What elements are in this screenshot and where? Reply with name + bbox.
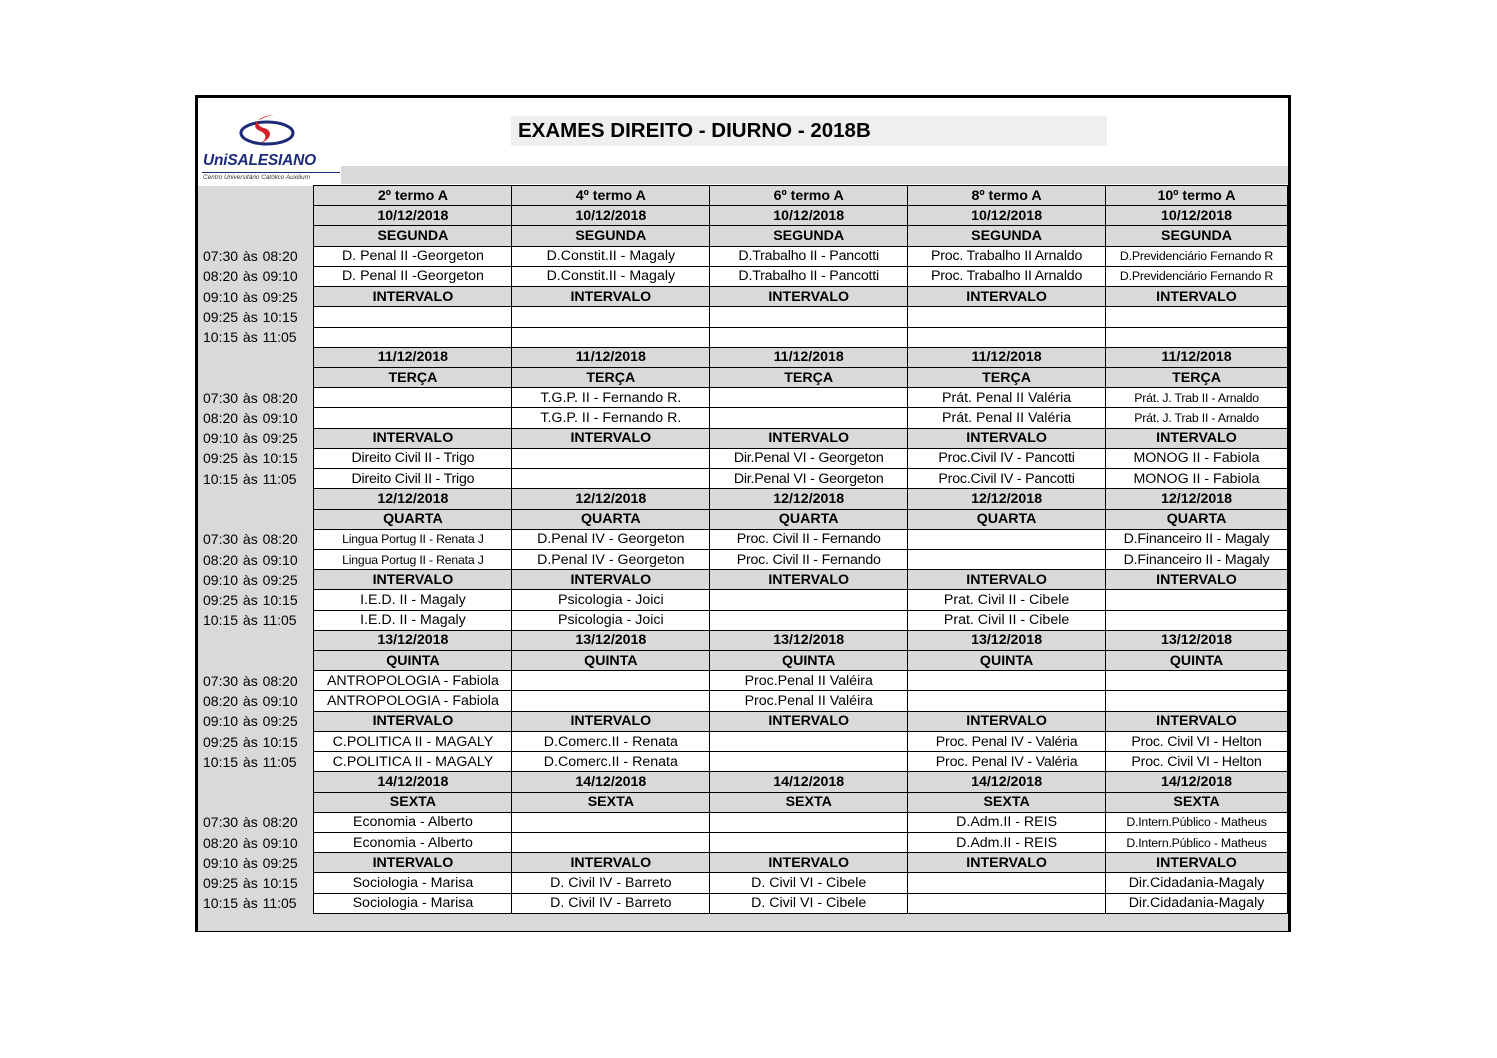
weekday-row [198,651,1288,671]
time-cell: 07:30 às 08:20 [198,388,314,408]
time-cell: 10:15 às 11:05 [198,610,314,630]
exam-cell: Direito Civil II - Trigo [314,448,512,468]
exam-schedule-sheet [195,95,1291,932]
weekday-cell: TERÇA [1106,367,1288,387]
exam-cell [908,307,1106,327]
time-spacer [198,630,314,650]
footer-cell [908,913,1106,931]
exam-cell: MONOG II - Fabiola [1106,469,1288,489]
interval-row [198,853,1288,873]
exam-cell [710,408,908,428]
weekday-cell: SEXTA [908,792,1106,812]
interval-row [198,287,1288,307]
exam-cell [512,448,710,468]
exam-cell [314,408,512,428]
time-spacer [198,651,314,671]
slot-row [198,812,1288,832]
interval-cell: INTERVALO [1106,428,1288,448]
weekday-cell: SEGUNDA [710,226,908,246]
interval-cell: INTERVALO [1106,853,1288,873]
interval-cell: INTERVALO [1106,287,1288,307]
exam-cell: C.POLITICA II - MAGALY [314,752,512,772]
header-strip [341,166,1288,184]
weekday-row [198,226,1288,246]
exam-cell: ANTROPOLOGIA - Fabiola [314,671,512,691]
exam-cell: D.Previdenciário Fernando R [1106,246,1288,266]
exam-cell [1106,610,1288,630]
interval-cell: INTERVALO [908,287,1106,307]
exam-cell: Lingua Portug II - Renata J [314,549,512,569]
date-cell: 10/12/2018 [908,206,1106,226]
date-cell: 12/12/2018 [1106,489,1288,509]
exam-cell [908,671,1106,691]
exam-cell [314,307,512,327]
exam-cell [710,327,908,347]
interval-cell: INTERVALO [908,428,1106,448]
interval-cell: INTERVALO [512,570,710,590]
exam-cell: Dir.Cidadania-Magaly [1106,873,1288,893]
exam-cell [512,833,710,853]
exam-cell [512,307,710,327]
weekday-cell: SEGUNDA [314,226,512,246]
slot-row [198,388,1288,408]
interval-cell: INTERVALO [512,287,710,307]
interval-cell: INTERVALO [512,428,710,448]
weekday-cell: TERÇA [908,367,1106,387]
date-cell: 10/12/2018 [512,206,710,226]
exam-cell: D.Adm.II - REIS [908,833,1106,853]
interval-cell: INTERVALO [908,711,1106,731]
interval-cell: INTERVALO [314,428,512,448]
date-row [198,347,1288,367]
date-cell: 12/12/2018 [314,489,512,509]
weekday-row [198,509,1288,529]
exam-cell: T.G.P. II - Fernando R. [512,388,710,408]
exam-cell [1106,307,1288,327]
time-cell: 10:15 às 11:05 [198,469,314,489]
exam-cell [710,590,908,610]
exam-cell: C.POLITICA II - MAGALY [314,731,512,751]
date-cell: 13/12/2018 [710,630,908,650]
date-cell: 12/12/2018 [710,489,908,509]
weekday-cell: QUINTA [314,651,512,671]
date-cell: 11/12/2018 [314,347,512,367]
exam-cell: D.Comerc.II - Renata [512,731,710,751]
slot-row [198,266,1288,286]
interval-cell: INTERVALO [710,570,908,590]
slot-row [198,549,1288,569]
logo-subtitle: Centro Universitário Católico Auxilium [203,174,311,181]
time-spacer [198,226,314,246]
interval-cell: INTERVALO [314,853,512,873]
footer-cell [512,913,710,931]
exam-cell: Economia - Alberto [314,833,512,853]
date-cell: 13/12/2018 [1106,630,1288,650]
weekday-row [198,367,1288,387]
time-spacer [198,509,314,529]
time-cell: 08:20 às 09:10 [198,833,314,853]
interval-cell: INTERVALO [314,711,512,731]
time-cell: 08:20 às 09:10 [198,408,314,428]
exam-cell: Proc. Penal IV - Valéria [908,731,1106,751]
slot-row [198,307,1288,327]
time-cell: 09:25 às 10:15 [198,731,314,751]
exam-cell [908,327,1106,347]
exam-cell: D.Intern.Público - Matheus [1106,812,1288,832]
exam-cell: D.Intern.Público - Matheus [1106,833,1288,853]
weekday-cell: QUARTA [710,509,908,529]
time-cell: 10:15 às 11:05 [198,893,314,913]
exam-cell: Prát. J. Trab II - Arnaldo [1106,388,1288,408]
time-cell: 09:10 às 09:25 [198,570,314,590]
exam-cell [1106,590,1288,610]
exam-cell [710,388,908,408]
slot-row [198,671,1288,691]
column-header-row [198,186,1288,206]
exam-cell: D.Previdenciário Fernando R [1106,266,1288,286]
exam-cell: D.Adm.II - REIS [908,812,1106,832]
exam-cell [1106,327,1288,347]
exam-cell [908,893,1106,913]
time-cell: 09:25 às 10:15 [198,307,314,327]
date-row [198,489,1288,509]
exam-cell [314,327,512,347]
time-cell: 07:30 às 08:20 [198,529,314,549]
exam-cell [1106,691,1288,711]
weekday-cell: SEXTA [1106,792,1288,812]
exam-cell [710,307,908,327]
exam-cell: Sociologia - Marisa [314,873,512,893]
interval-cell: INTERVALO [710,287,908,307]
interval-cell: INTERVALO [1106,570,1288,590]
footer-cell [1106,913,1288,931]
weekday-cell: QUINTA [512,651,710,671]
interval-row [198,428,1288,448]
exam-cell: I.E.D. II - Magaly [314,590,512,610]
weekday-cell: SEXTA [314,792,512,812]
exam-cell [908,873,1106,893]
slot-row [198,448,1288,468]
slot-row [198,529,1288,549]
time-cell: 08:20 às 09:10 [198,691,314,711]
exam-cell: D.Trabalho II - Pancotti [710,246,908,266]
weekday-cell: SEGUNDA [908,226,1106,246]
interval-cell: INTERVALO [512,711,710,731]
exam-cell: Prát. Penal II Valéria [908,388,1106,408]
exam-cell: Economia - Alberto [314,812,512,832]
time-spacer [198,772,314,792]
footer-cell [198,913,314,931]
corner-cell [198,186,314,206]
slot-row [198,833,1288,853]
weekday-cell: QUINTA [908,651,1106,671]
exam-cell: Proc. Civil VI - Helton [1106,752,1288,772]
exam-cell: Proc.Penal II Valéira [710,671,908,691]
exam-cell: Prát. Penal II Valéria [908,408,1106,428]
weekday-cell: QUARTA [512,509,710,529]
unisalesiano-logo [200,106,340,181]
column-header: 4º termo A [512,186,710,206]
weekday-cell: SEGUNDA [512,226,710,246]
time-cell: 09:10 às 09:25 [198,711,314,731]
exam-cell [1106,671,1288,691]
date-cell: 12/12/2018 [512,489,710,509]
exam-cell [710,752,908,772]
exam-cell [512,671,710,691]
weekday-cell: TERÇA [710,367,908,387]
footer-row [198,913,1288,931]
exam-cell [908,691,1106,711]
weekday-cell: SEXTA [710,792,908,812]
time-cell: 07:30 às 08:20 [198,671,314,691]
time-cell: 09:25 às 10:15 [198,590,314,610]
slot-row [198,469,1288,489]
logo-divider [202,172,340,173]
slot-row [198,590,1288,610]
slot-row [198,246,1288,266]
exam-cell: D.Trabalho II - Pancotti [710,266,908,286]
exam-cell: Lingua Portug II - Renata J [314,529,512,549]
exam-cell [908,549,1106,569]
footer-cell [314,913,512,931]
exam-cell [512,812,710,832]
exam-cell [512,327,710,347]
exam-cell: Proc. Civil II - Fernando [710,549,908,569]
interval-cell: INTERVALO [710,711,908,731]
date-row [198,772,1288,792]
exam-cell: D.Constit.II - Magaly [512,246,710,266]
exam-cell: I.E.D. II - Magaly [314,610,512,630]
date-cell: 10/12/2018 [1106,206,1288,226]
column-header: 8º termo A [908,186,1106,206]
date-cell: 14/12/2018 [710,772,908,792]
exam-cell: D.Comerc.II - Renata [512,752,710,772]
exam-cell [512,691,710,711]
footer-cell [710,913,908,931]
exam-cell: Direito Civil II - Trigo [314,469,512,489]
slot-row [198,752,1288,772]
weekday-cell: QUARTA [314,509,512,529]
exam-cell: D.Penal IV - Georgeton [512,529,710,549]
date-cell: 13/12/2018 [512,630,710,650]
time-cell: 08:20 às 09:10 [198,549,314,569]
slot-row [198,408,1288,428]
schedule-table [198,185,1288,931]
date-cell: 13/12/2018 [314,630,512,650]
time-cell: 08:20 às 09:10 [198,266,314,286]
exam-cell: D.Financeiro II - Magaly [1106,549,1288,569]
exam-cell: D.Constit.II - Magaly [512,266,710,286]
column-header: 2º termo A [314,186,512,206]
exam-cell: Prát. J. Trab II - Arnaldo [1106,408,1288,428]
date-cell: 11/12/2018 [512,347,710,367]
time-spacer [198,367,314,387]
exam-cell: D. Civil IV - Barreto [512,873,710,893]
exam-cell: Proc.Civil IV - Pancotti [908,448,1106,468]
exam-cell [710,812,908,832]
exam-cell: D. Civil VI - Cibele [710,893,908,913]
exam-cell: Proc. Trabalho II Arnaldo [908,246,1106,266]
exam-cell [710,731,908,751]
exam-cell [710,610,908,630]
column-header: 6º termo A [710,186,908,206]
exam-cell: Proc.Penal II Valéira [710,691,908,711]
weekday-cell: QUARTA [1106,509,1288,529]
date-cell: 14/12/2018 [908,772,1106,792]
column-header: 10º termo A [1106,186,1288,206]
exam-cell: Dir.Cidadania-Magaly [1106,893,1288,913]
slot-row [198,691,1288,711]
slot-row [198,610,1288,630]
exam-cell: Proc. Civil VI - Helton [1106,731,1288,751]
date-cell: 14/12/2018 [1106,772,1288,792]
page-title: EXAMES DIREITO - DIURNO - 2018B [511,116,1107,146]
interval-cell: INTERVALO [1106,711,1288,731]
time-cell: 09:25 às 10:15 [198,873,314,893]
exam-cell: D.Financeiro II - Magaly [1106,529,1288,549]
date-cell: 11/12/2018 [908,347,1106,367]
date-cell: 10/12/2018 [314,206,512,226]
weekday-cell: SEGUNDA [1106,226,1288,246]
exam-cell [710,833,908,853]
time-cell: 07:30 às 08:20 [198,812,314,832]
exam-cell: Prat. Civil II - Cibele [908,590,1106,610]
date-row [198,206,1288,226]
date-cell: 13/12/2018 [908,630,1106,650]
interval-cell: INTERVALO [908,853,1106,873]
time-spacer [198,206,314,226]
exam-cell: Proc.Civil IV - Pancotti [908,469,1106,489]
exam-cell: Proc. Trabalho II Arnaldo [908,266,1106,286]
exam-cell: ANTROPOLOGIA - Fabiola [314,691,512,711]
exam-cell: Dir.Penal VI - Georgeton [710,448,908,468]
exam-cell [512,469,710,489]
exam-cell: Proc. Penal IV - Valéria [908,752,1106,772]
interval-cell: INTERVALO [908,570,1106,590]
date-cell: 11/12/2018 [1106,347,1288,367]
logo-emblem-icon [238,112,296,152]
weekday-cell: QUINTA [1106,651,1288,671]
interval-cell: INTERVALO [710,853,908,873]
time-cell: 10:15 às 11:05 [198,752,314,772]
time-cell: 09:10 às 09:25 [198,287,314,307]
slot-row [198,731,1288,751]
weekday-cell: QUARTA [908,509,1106,529]
exam-cell [314,388,512,408]
weekday-cell: SEXTA [512,792,710,812]
time-cell: 07:30 às 08:20 [198,246,314,266]
time-spacer [198,792,314,812]
time-cell: 09:25 às 10:15 [198,448,314,468]
time-cell: 10:15 às 11:05 [198,327,314,347]
weekday-cell: TERÇA [512,367,710,387]
slot-row [198,873,1288,893]
logo-name: UniSALESIANO [203,152,316,169]
date-cell: 10/12/2018 [710,206,908,226]
exam-cell: Sociologia - Marisa [314,893,512,913]
weekday-cell: QUINTA [710,651,908,671]
time-cell: 09:10 às 09:25 [198,428,314,448]
date-cell: 14/12/2018 [512,772,710,792]
interval-cell: INTERVALO [314,287,512,307]
exam-cell: Psicologia - Joici [512,590,710,610]
time-spacer [198,347,314,367]
interval-row [198,570,1288,590]
date-row [198,630,1288,650]
interval-cell: INTERVALO [512,853,710,873]
time-cell: 09:10 às 09:25 [198,853,314,873]
slot-row [198,893,1288,913]
exam-cell [908,529,1106,549]
exam-cell: D.Penal IV - Georgeton [512,549,710,569]
exam-cell: Dir.Penal VI - Georgeton [710,469,908,489]
weekday-row [198,792,1288,812]
date-cell: 12/12/2018 [908,489,1106,509]
time-spacer [198,489,314,509]
interval-cell: INTERVALO [710,428,908,448]
exam-cell: Proc. Civil II - Fernando [710,529,908,549]
interval-row [198,711,1288,731]
exam-cell: Prat. Civil II - Cibele [908,610,1106,630]
weekday-cell: TERÇA [314,367,512,387]
date-cell: 11/12/2018 [710,347,908,367]
exam-cell: Psicologia - Joici [512,610,710,630]
exam-cell: MONOG II - Fabiola [1106,448,1288,468]
interval-cell: INTERVALO [314,570,512,590]
exam-cell: D. Civil IV - Barreto [512,893,710,913]
exam-cell: D. Penal II -Georgeton [314,246,512,266]
date-cell: 14/12/2018 [314,772,512,792]
exam-cell: D. Penal II -Georgeton [314,266,512,286]
exam-cell: T.G.P. II - Fernando R. [512,408,710,428]
exam-cell: D. Civil VI - Cibele [710,873,908,893]
slot-row [198,327,1288,347]
